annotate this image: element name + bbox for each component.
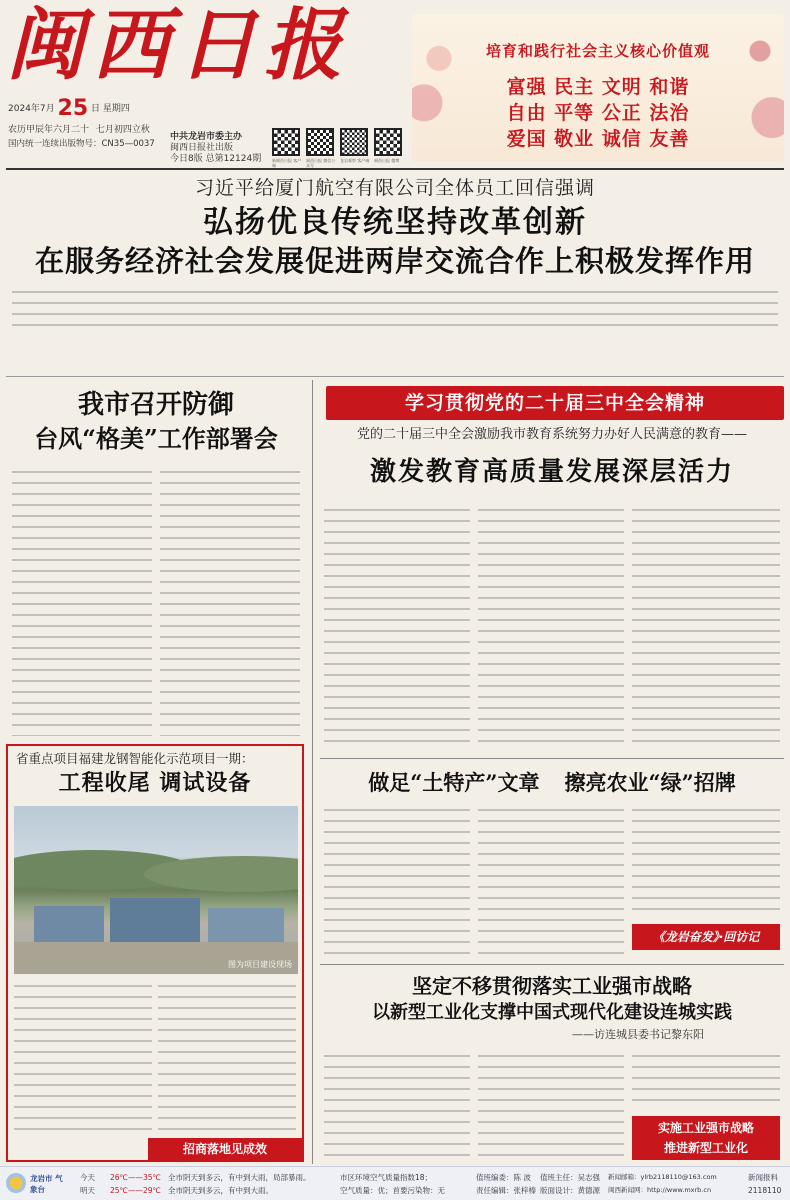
lead-story bbox=[6, 172, 784, 330]
typhoon-story bbox=[6, 382, 306, 742]
edu-story bbox=[320, 424, 784, 754]
project-body-text bbox=[158, 982, 296, 1132]
qr-code[interactable] bbox=[272, 128, 300, 156]
edu-body-text bbox=[478, 506, 624, 750]
today-desc: 全市阴天到多云，有中到大雨，局部暴雨。 bbox=[168, 1173, 311, 1182]
values-line: 自由 平等 公正 法治 bbox=[506, 102, 690, 124]
industry-subtitle: ——访连城县委书记黎东阳 bbox=[572, 1028, 704, 1041]
date-block bbox=[8, 96, 168, 154]
typhoon-headline-line2[interactable]: 台风“格美”工作部署会 bbox=[34, 424, 278, 453]
typhoon-headline-line1[interactable]: 我市召开防御 bbox=[77, 390, 234, 420]
typhoon-body-text bbox=[160, 468, 300, 736]
aqi-text2: 空气质量：优；首要污染物：无 bbox=[340, 1186, 445, 1195]
project-footer-tag[interactable]: 招商落地见成效 bbox=[148, 1138, 302, 1160]
tomorrow-label: 明天 bbox=[80, 1186, 95, 1195]
qr-code[interactable] bbox=[340, 128, 368, 156]
edu-headline[interactable]: 激发教育高质量发展深层活力 bbox=[369, 457, 734, 487]
tomorrow-temp: 25℃——29℃ bbox=[110, 1186, 161, 1195]
lead-headline-line1[interactable]: 弘扬优良传统坚持改革创新 bbox=[203, 205, 587, 240]
qr-label: 闽西日报 微信公众号 bbox=[306, 158, 336, 168]
values-line: 富强 民主 文明 和谐 bbox=[506, 76, 690, 98]
qr-label: 闽西日报 微博 bbox=[374, 158, 400, 163]
study-banner-title: 学习贯彻党的二十届三中全会精神 bbox=[404, 392, 705, 414]
agri-body-text bbox=[324, 806, 470, 958]
project-kicker[interactable]: 省重点项目福建龙钢智能化示范项目一期： bbox=[16, 751, 254, 766]
divider bbox=[320, 758, 784, 759]
news-site[interactable]: 闽西新闻网：http://www.mxrb.cn bbox=[608, 1186, 712, 1194]
lead-body-text bbox=[12, 288, 778, 332]
solar-term: 七月初四立秋 bbox=[95, 125, 150, 135]
qr-label: 新闽西日报 客户端 bbox=[272, 158, 302, 168]
column-divider bbox=[312, 380, 313, 1164]
editor: 值班主任：吴志强 bbox=[540, 1173, 600, 1182]
project-body-text bbox=[14, 982, 152, 1132]
core-values-banner bbox=[412, 14, 784, 162]
news-email[interactable]: 新闻邮箱：ylrb2118110@163.com bbox=[608, 1173, 717, 1181]
lead-headline-line2[interactable]: 在服务经济社会发展促进两岸交流合作上积极发挥作用 bbox=[34, 244, 755, 278]
typhoon-body-text bbox=[12, 468, 152, 736]
industry-side-box[interactable] bbox=[632, 1116, 780, 1160]
industry-body-text bbox=[632, 1052, 780, 1110]
publisher-block bbox=[170, 132, 270, 165]
industry-story bbox=[320, 968, 784, 1164]
agri-headline-left[interactable]: 做足“土特产”文章 bbox=[368, 770, 540, 795]
weather-icon bbox=[6, 1173, 26, 1193]
masthead bbox=[0, 0, 790, 170]
agri-body-text bbox=[478, 806, 624, 958]
tomorrow-desc: 全市阴天到多云，有中到大雨。 bbox=[168, 1186, 273, 1195]
industry-body-text bbox=[324, 1052, 470, 1160]
divider bbox=[6, 376, 784, 377]
publisher: 闽西日报社出版 bbox=[170, 143, 234, 153]
divider bbox=[320, 964, 784, 965]
today-label: 今天 bbox=[80, 1173, 95, 1182]
photo-credit: 图为项目建设现场 bbox=[228, 960, 292, 969]
editor: 版面设计：黄德源 bbox=[540, 1186, 600, 1195]
industry-body-text bbox=[478, 1052, 624, 1160]
qr-code[interactable] bbox=[374, 128, 402, 156]
agri-body-text bbox=[632, 806, 780, 916]
editor: 责任编辑：张梓榛 bbox=[476, 1186, 536, 1195]
issue-info: 今日8版 总第12124期 bbox=[170, 154, 262, 164]
logo-text: 闽西日报 bbox=[6, 0, 351, 91]
agri-series-tag[interactable]: 《龙岩奋发》·回访记 bbox=[632, 924, 780, 950]
industry-headline-line2[interactable]: 以新型工业化支撑中国式现代化建设连城实践 bbox=[372, 1002, 732, 1023]
newspaper-logo bbox=[6, 0, 406, 91]
project-headline[interactable]: 工程收尾 调试设备 bbox=[58, 770, 252, 796]
photo-hill bbox=[144, 856, 298, 892]
date-weekday: 日 星期四 bbox=[91, 104, 130, 114]
agri-story bbox=[320, 762, 784, 962]
date-day: 25 bbox=[57, 96, 89, 121]
values-line: 爱国 敬业 诚信 友善 bbox=[506, 128, 690, 150]
project-story-box bbox=[6, 744, 304, 1162]
side-box-line1: 实施工业强市战略 bbox=[657, 1121, 754, 1135]
study-banner[interactable] bbox=[326, 386, 784, 420]
lead-kicker[interactable]: 习近平给厦门航空有限公司全体员工回信强调 bbox=[194, 177, 595, 199]
edu-body-text bbox=[632, 506, 780, 750]
divider bbox=[6, 168, 784, 170]
qr-label: 龙岩观察 客户端 bbox=[340, 158, 370, 163]
edu-kicker[interactable]: 党的二十届三中全会激励我市教育系统努力办好人民满意的教育—— bbox=[356, 427, 747, 442]
sponsor: 中共龙岩市委主办 bbox=[170, 132, 243, 142]
values-title: 培育和践行社会主义核心价值观 bbox=[485, 42, 710, 60]
qr-group bbox=[272, 128, 408, 168]
photo-building bbox=[34, 906, 104, 942]
side-box-line2: 推进新型工业化 bbox=[663, 1141, 748, 1155]
hotline-number[interactable]: 2118110 bbox=[748, 1186, 782, 1195]
qr-code[interactable] bbox=[306, 128, 334, 156]
photo-building bbox=[110, 898, 200, 942]
hotline-label: 新闻报料 bbox=[748, 1173, 778, 1182]
aqi-text: 市区环境空气质量指数18； bbox=[340, 1173, 433, 1182]
photo-building bbox=[208, 908, 284, 942]
today-temp: 26℃——35℃ bbox=[110, 1173, 161, 1182]
agri-headline-right[interactable]: 擦亮农业“绿”招牌 bbox=[564, 770, 736, 795]
weather-label: 龙岩市 气象台 bbox=[30, 1174, 63, 1194]
date-year-month: 2024年7月 bbox=[8, 104, 55, 114]
project-photo[interactable] bbox=[14, 806, 298, 974]
editor: 值班编委：陈 波 bbox=[476, 1173, 531, 1182]
industry-headline-line1[interactable]: 坚定不移贯彻落实工业强市战略 bbox=[412, 974, 692, 998]
cn-serial: 国内统一连续出版物号：CN35—0037 bbox=[8, 139, 155, 149]
footer-bar bbox=[0, 1166, 790, 1200]
edu-body-text bbox=[324, 506, 470, 750]
lunar-date: 农历甲辰年六月二十 bbox=[8, 125, 90, 135]
